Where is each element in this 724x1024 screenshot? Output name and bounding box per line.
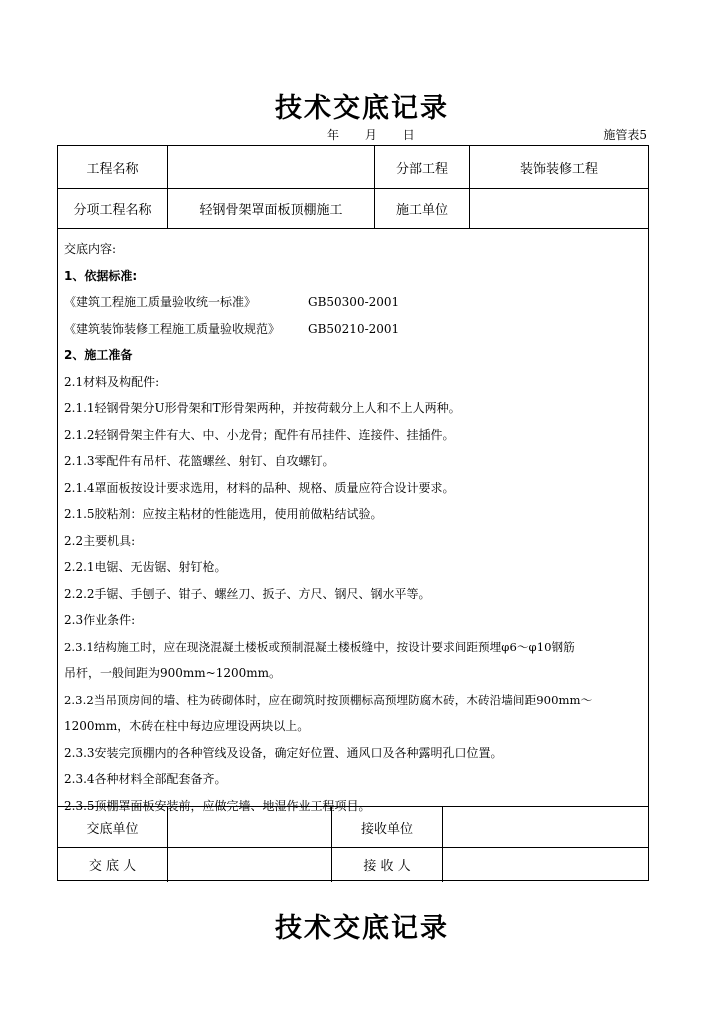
content-line: 吊杆，一般间距为900mm~1200mm。 xyxy=(64,666,282,680)
receiver-person-label: 接 收 人 xyxy=(363,858,411,874)
standard-code: GB50210-2001 xyxy=(308,321,400,336)
contractor-label: 施工单位 xyxy=(395,203,448,218)
content-line: 2.2主要机具: xyxy=(64,533,136,548)
content-line: 2.3.3安装完顶棚内的各种管线及设备，确定好位置、通风口及各种露明孔口位置。 xyxy=(64,745,503,760)
content-line: 2.3.2当吊顶房间的墙、柱为砖砌体时，应在砌筑时按顶棚标高预埋防腐木砖，木砖沿墙间距900mm～ xyxy=(64,692,593,707)
standard-item xyxy=(64,289,642,316)
day-label: 日 xyxy=(402,128,415,142)
content-line: 1200mm，木砖在柱中每边应埋设两块以上。 xyxy=(64,719,310,733)
section-heading: 2、施工准备 xyxy=(64,348,133,362)
content-intro: 交底内容: xyxy=(64,242,117,256)
handover-person-value[interactable] xyxy=(168,848,331,880)
form-number: 施管表5 xyxy=(603,128,647,142)
subdivision-label: 分项工程名称 xyxy=(73,203,152,218)
year-label: 年 xyxy=(327,128,340,142)
content-line: 2.1.3零配件有吊杆、花篮螺丝、射钉、自攻螺钉。 xyxy=(64,454,335,468)
content-line: 2.3.5顶棚罩面板安装前，应做完墙、地湿作业工程项目。 xyxy=(64,798,371,813)
page-title-repeat: 技术交底记录 xyxy=(275,913,449,944)
standard-code: GB50300-2001 xyxy=(308,295,400,309)
handover-content xyxy=(64,236,642,819)
handover-unit-value[interactable] xyxy=(168,807,331,847)
contractor-value[interactable] xyxy=(470,189,648,228)
content-line: 2.2.1电锯、无齿锯、射钉枪。 xyxy=(64,560,227,574)
content-line: 2.3.1结构施工时，应在现浇混凝土楼板或预制混凝土楼板缝中，按设计要求间距预埋φ6～φ10钢筋 xyxy=(64,639,575,654)
content-line: 2.1.2轻钢骨架主件有大、中、小龙骨；配件有吊挂件、连接件、挂插件。 xyxy=(64,427,455,442)
date-row xyxy=(57,126,649,144)
page-title: 技术交底记录 xyxy=(275,93,449,124)
content-line: 2.1.5胶粘剂：应按主粘材的性能选用，使用前做粘结试验。 xyxy=(64,507,383,521)
section-heading: 1、依据标准: xyxy=(64,268,138,283)
receiver-person-value[interactable] xyxy=(443,848,648,880)
project-name-label: 工程名称 xyxy=(86,161,139,177)
date-fields xyxy=(327,126,437,143)
division-label: 分部工程 xyxy=(395,161,448,177)
row-divider xyxy=(58,228,648,229)
division-value[interactable]: 装饰装修工程 xyxy=(519,161,598,177)
content-line: 2.2.2手锯、手刨子、钳子、螺丝刀、扳子、方尺、钢尺、钢水平等。 xyxy=(64,586,431,601)
month-label: 月 xyxy=(364,128,377,142)
standard-item xyxy=(64,316,642,343)
standard-name: 《建筑工程施工质量验收统一标准》 xyxy=(64,295,257,309)
subdivision-value[interactable]: 轻钢骨架罩面板顶棚施工 xyxy=(199,203,343,218)
project-name-value[interactable] xyxy=(168,146,374,188)
handover-person-label: 交 底 人 xyxy=(88,858,137,874)
content-line: 2.1.4罩面板按设计要求选用，材料的品种、规格、质量应符合设计要求。 xyxy=(64,480,455,495)
content-line: 2.3作业条件: xyxy=(64,613,136,627)
standard-name: 《建筑装饰装修工程施工质量验收规范》 xyxy=(64,321,281,336)
content-line: 2.1.1轻钢骨架分U形骨架和T形骨架两种，并按荷载分上人和不上人两种。 xyxy=(64,401,461,415)
content-line: 2.1材料及构配件: xyxy=(64,374,160,389)
receiver-unit-value[interactable] xyxy=(443,807,648,847)
handover-unit-label: 交底单位 xyxy=(86,821,139,837)
content-line: 2.3.4各种材料全部配套备齐。 xyxy=(64,772,227,786)
record-sheet xyxy=(57,145,649,881)
receiver-unit-label: 接收单位 xyxy=(360,821,413,837)
